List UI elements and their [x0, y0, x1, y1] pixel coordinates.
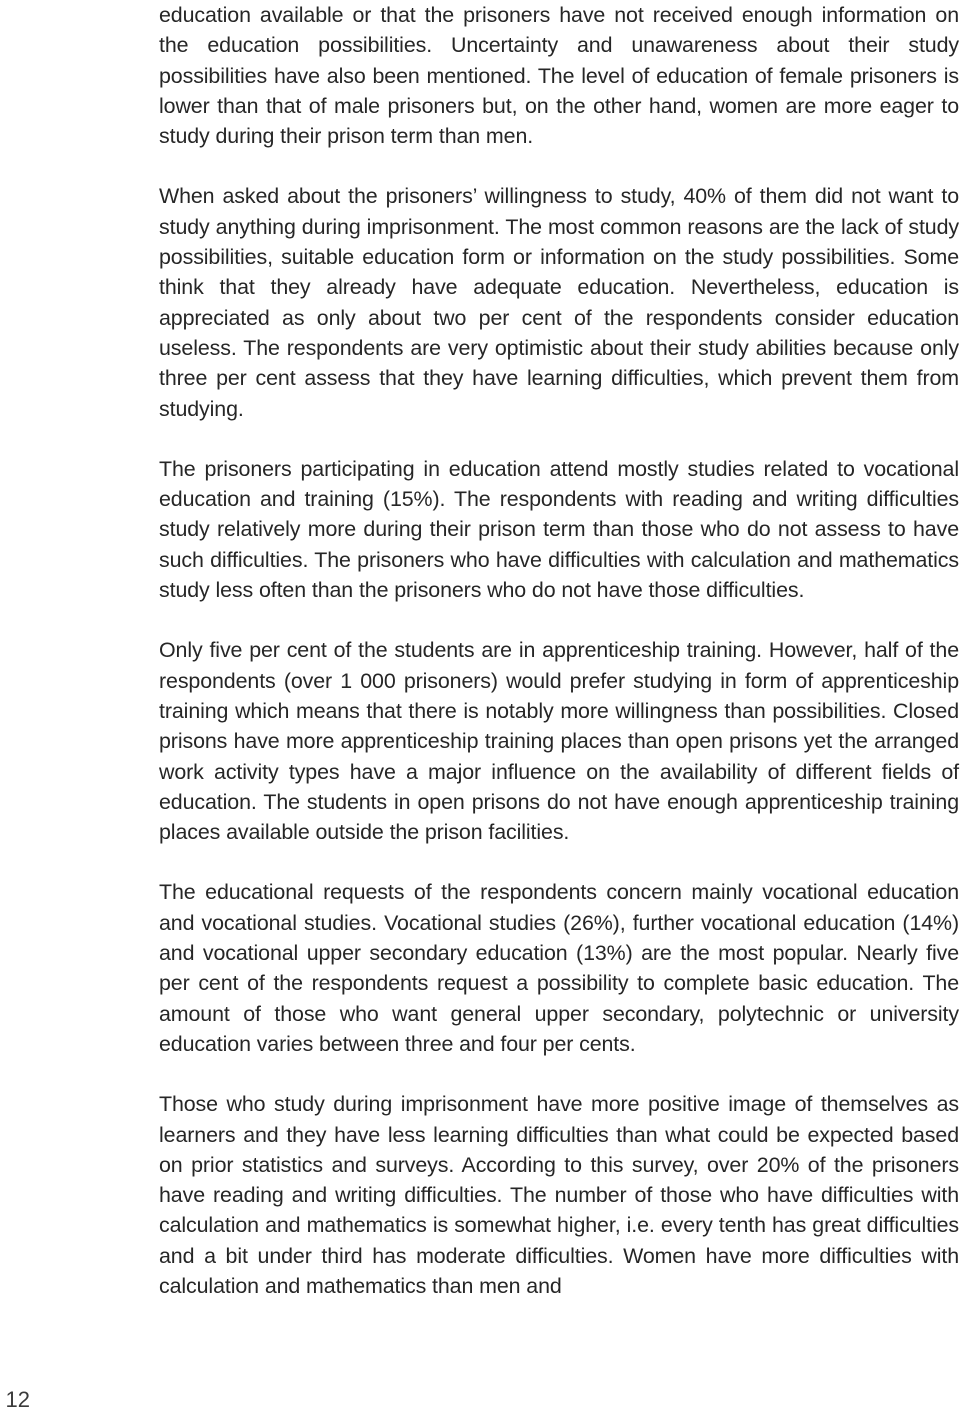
paragraph-3: The prisoners participating in education attend mostly studies related to vocational education and training (15%). The respondents with reading and writing difficulties study relatively more during their prison term than those who do not assess to have such difficulties. The prisoners who have difficulties with calculation and mathematics study less often than the prisoners who do not have those difficulties. [159, 456, 959, 603]
page-number: 12 [5, 1387, 30, 1412]
paragraph-2: When asked about the prisoners’ willingness to study, 40% of them did not want to study anything during imprisonment. The most common reasons are the lack of study possibilities, suitable education form or information on the study possibilities. Some think that they already have adequate education. Nevertheless, education is appreciated as only about two per cent of the respondents consider education useless. The respondents are very optimistic about their study abilities because only three per cent assess that they have learning difficulties, which prevent them from studying. [159, 184, 959, 421]
paragraph-5: The educational requests of the respondents concern mainly vocational education and vocational studies. Vocational studies (26%), further vocational education (14%) and vocational upper secondary education (13%) are the most popular. Nearly five per cent of the respondents request a possibility to complete basic education. The amount of those who want general upper secondary, polytechnic or university education varies between three and four per cents. [159, 880, 959, 1056]
paragraph-6: Those who study during imprisonment have more positive image of themselves as learners and they have less learning difficulties than what could be expected based on prior statistics and surveys. According to this survey, over 20% of the prisoners have reading and writing difficulties. The number of those who have difficulties with calculation and mathematics is somewhat higher, i.e. every tenth has great difficulties and a bit under third has moderate difficulties. Women have more difficulties with calculation and mathematics than men and [159, 1092, 959, 1298]
body-text [159, 0, 959, 1331]
paragraph-4: Only five per cent of the students are in apprenticeship training. However, half of the respondents (over 1 000 prisoners) would prefer studying in form of apprenticeship training which means that there is notably more willingness than possibilities. Closed prisons have more apprenticeship training places than open prisons yet the arranged work activity types have a major influence on the availability of different fields of education. The students in open prisons do not have enough apprenticeship training places available outside the prison facilities. [159, 638, 959, 845]
paragraph-1: education available or that the prisoners have not received enough information on the education possibilities. Uncertainty and unawareness about their study possibilities have also been mentioned. The level of education of female prisoners is lower than that of male prisoners but, on the other hand, women are more eager to study during their prison term than men. [159, 3, 959, 149]
